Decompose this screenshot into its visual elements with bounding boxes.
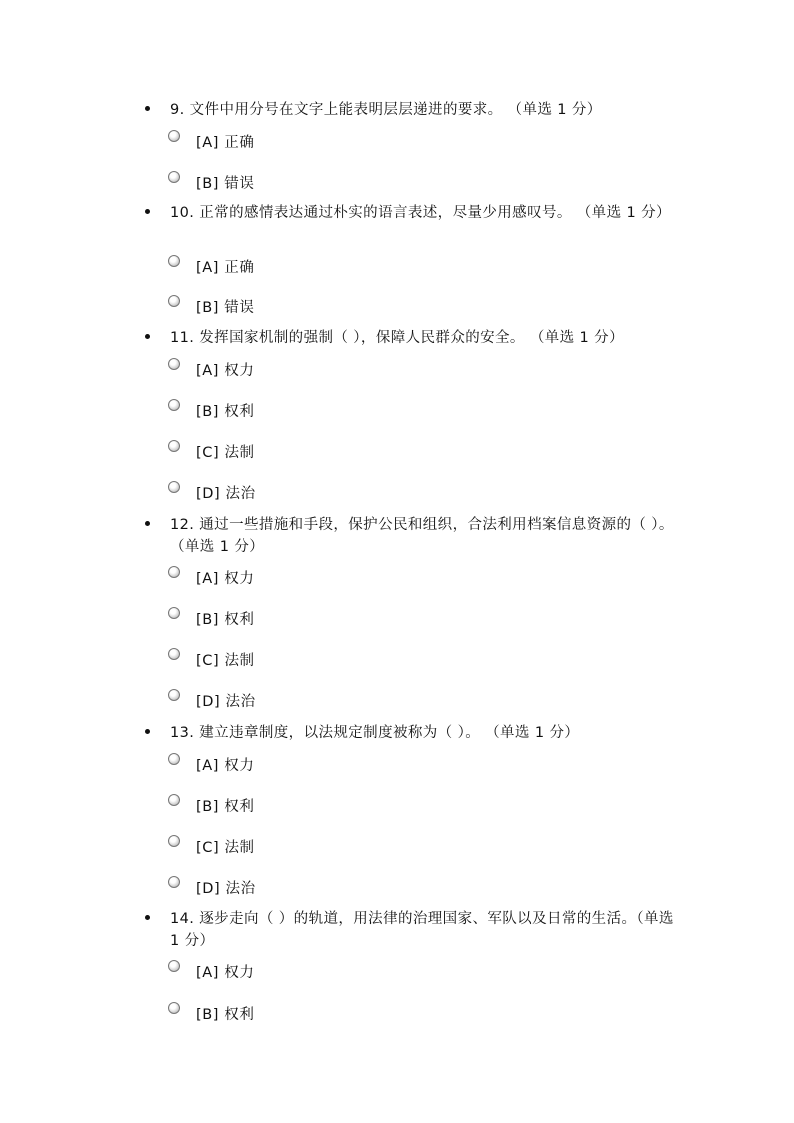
radio-button-icon[interactable] [168,295,180,307]
question-text: 12. 通过一些措施和手段，保护公民和组织，合法利用档案信息资源的（ ）。 （单选 1 分） [170,517,674,555]
bullet-icon [145,334,150,339]
option-label: [C] 法制 [196,445,255,461]
radio-button-icon[interactable] [168,607,180,619]
option-label: [A] 权力 [196,758,255,774]
radio-button-icon[interactable] [168,648,180,660]
radio-button-icon[interactable] [168,358,180,370]
radio-button-icon[interactable] [168,440,180,452]
option-label: [D] 法治 [196,694,256,710]
radio-button-icon[interactable] [168,130,180,142]
option-label: [B] 权利 [196,612,255,628]
bullet-icon [145,106,150,111]
radio-button-icon[interactable] [168,960,180,972]
option-label: [A] 权力 [196,965,255,981]
option-label: [A] 正确 [196,260,255,276]
option-label: [A] 权力 [196,571,255,587]
radio-button-icon[interactable] [168,876,180,888]
option-label: [B] 权利 [196,1007,255,1023]
bullet-icon [145,521,150,526]
option-label: [C] 法制 [196,840,255,856]
option-label: [A] 权力 [196,363,255,379]
bullet-icon [145,915,150,920]
radio-button-icon[interactable] [168,171,180,183]
bullet-icon [145,729,150,734]
radio-button-icon[interactable] [168,835,180,847]
question-text: 14. 逐步走向（ ）的轨道，用法律的治理国家、军队以及日常的生活。（单选 1 分） [170,911,674,949]
option-label: [A] 正确 [196,135,255,151]
radio-button-icon[interactable] [168,255,180,267]
radio-button-icon[interactable] [168,753,180,765]
option-label: [C] 法制 [196,653,255,669]
bullet-icon [145,209,150,214]
radio-button-icon[interactable] [168,689,180,701]
radio-button-icon[interactable] [168,1002,180,1014]
option-label: [B] 权利 [196,404,255,420]
question-text: 11. 发挥国家机制的强制（ ），保障人民群众的安全。 （单选 1 分） [170,330,624,346]
radio-button-icon[interactable] [168,481,180,493]
option-label: [D] 法治 [196,486,256,502]
option-label: [B] 权利 [196,799,255,815]
option-label: [B] 错误 [196,176,255,192]
question-text: 13. 建立违章制度，以法规定制度被称为（ ）。 （单选 1 分） [170,725,580,741]
radio-button-icon[interactable] [168,794,180,806]
question-text: 9. 文件中用分号在文字上能表明层层递进的要求。 （单选 1 分） [170,102,602,118]
option-label: [B] 错误 [196,300,255,316]
radio-button-icon[interactable] [168,566,180,578]
radio-button-icon[interactable] [168,399,180,411]
option-label: [D] 法治 [196,881,256,897]
question-text: 10. 正常的感情表达通过朴实的语言表述，尽量少用感叹号。 （单选 1 分） [170,205,671,221]
